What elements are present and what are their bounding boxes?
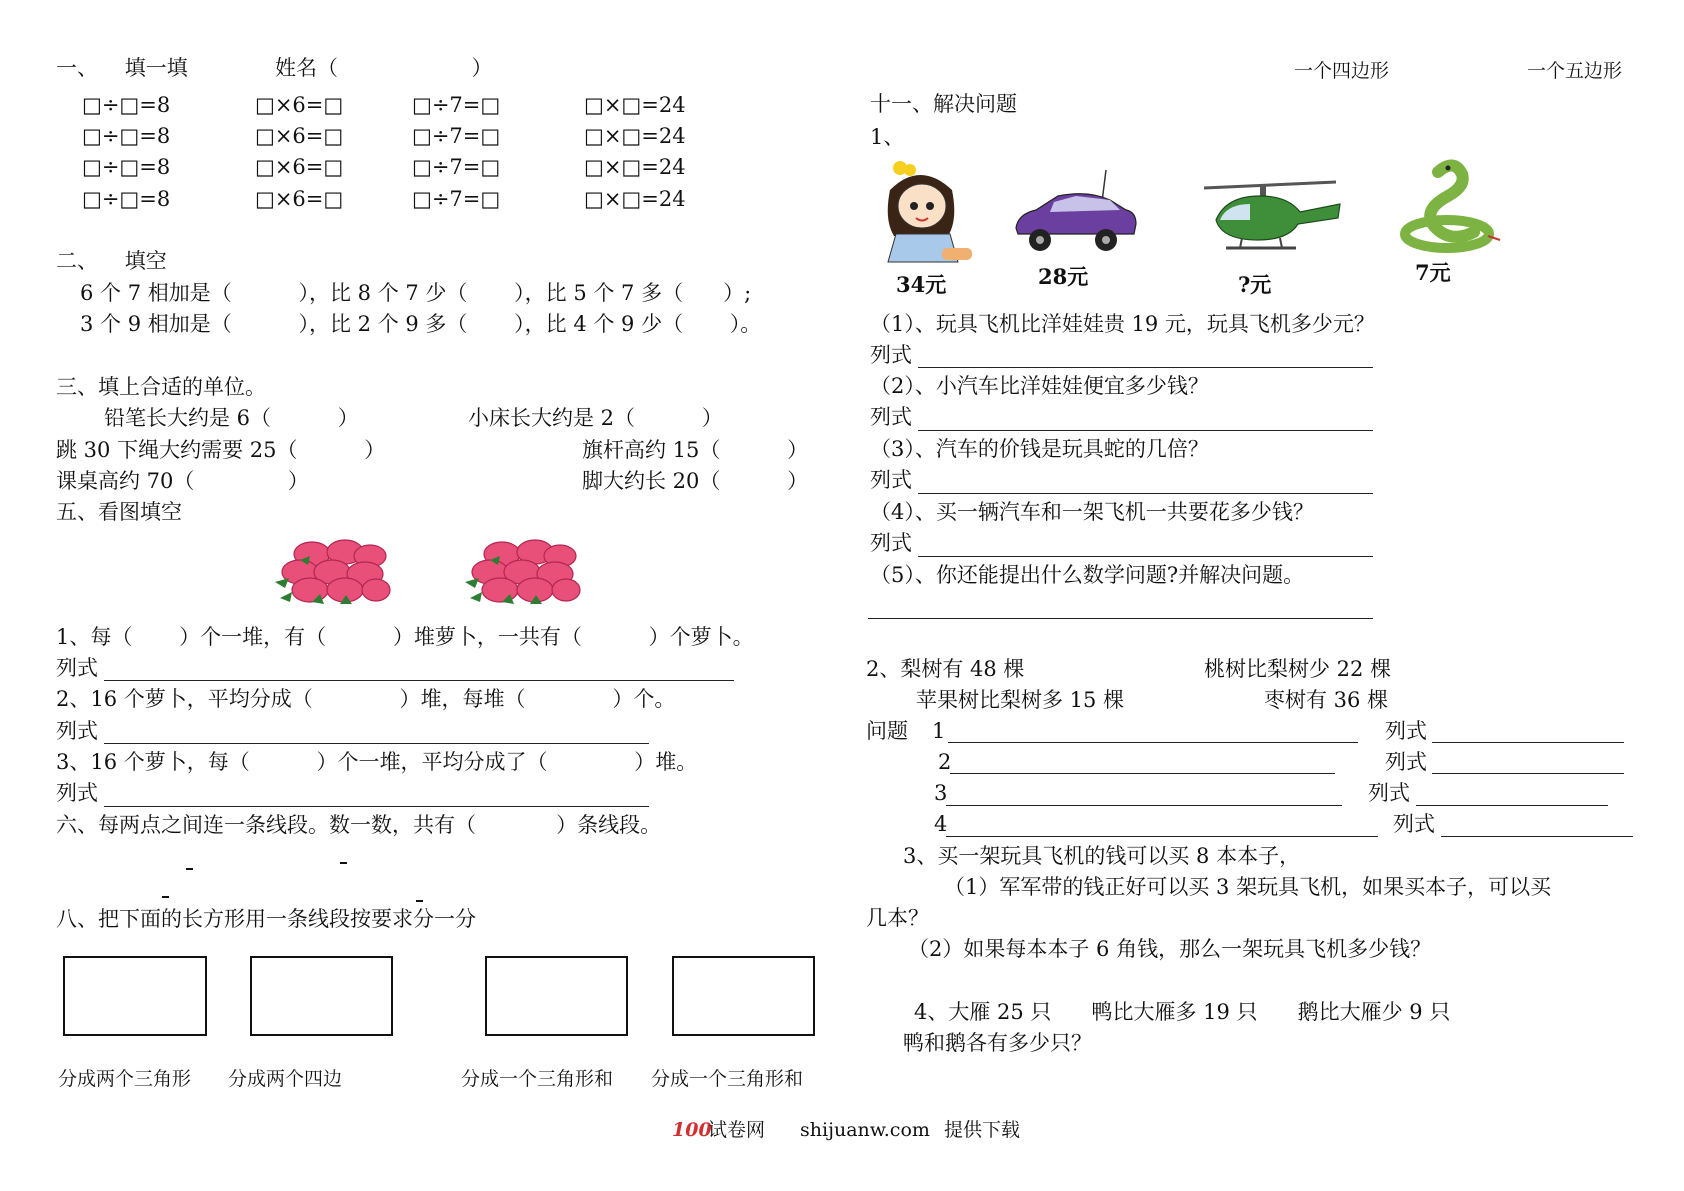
rect-label: 分成两个四边 [228, 1068, 343, 1090]
eq-cell: □×6=□ [255, 155, 344, 179]
lishi-label: 列式 [1393, 812, 1435, 836]
lishi-label: 列式 [56, 656, 98, 680]
question-line[interactable] [950, 773, 1335, 774]
lishi-label: 列式 [1368, 781, 1410, 805]
section-3-heading: 三、填上合适的单位。 [56, 375, 266, 399]
question-2: （2）、小汽车比洋娃娃便宜多少钱？ [870, 374, 1209, 398]
price-label: 28元 [1038, 264, 1089, 289]
eq-cell: □×□=24 [584, 187, 686, 211]
fill-line-1: 6 个 7 相加是（ ），比 8 个 7 少（ ），比 5 个 7 多（ ）; [80, 281, 752, 305]
eq-cell: □÷7=□ [412, 155, 501, 179]
section-11-heading: 十一、解决问题 [870, 92, 1017, 116]
point-mark [186, 868, 193, 870]
price-label: ?元 [1238, 272, 1272, 297]
answer-line[interactable] [104, 806, 649, 807]
radish-question-3: 3、16 个萝卜，每（ ）个一堆，平均分成了（ ）堆。 [56, 750, 698, 774]
eq-cell: □÷7=□ [412, 187, 501, 211]
eq-cell: □÷7=□ [412, 124, 501, 148]
unit-item: 旗杆高约 15（ ） [582, 438, 809, 462]
unit-item: 小床长大约是 2（ ） [468, 406, 723, 430]
radish-pile-image [270, 532, 395, 608]
eq-cell: □×6=□ [255, 187, 344, 211]
question-5: （5）、你还能提出什么数学问题?并解决问题。 [870, 563, 1305, 587]
problem-3-d: （2）如果每本本子 6 角钱，那么一架玩具飞机多少钱？ [908, 937, 1432, 961]
lishi-label: 列式 [870, 531, 912, 555]
price-label: 34元 [896, 272, 947, 297]
eq-cell: □÷7=□ [412, 93, 501, 117]
answer-line[interactable] [918, 493, 1373, 494]
eq-cell: □×□=24 [584, 155, 686, 179]
download-note: 提供下载 [944, 1119, 1021, 1141]
question-line[interactable] [946, 836, 1378, 837]
name-field[interactable]: 姓名（ ） [275, 56, 493, 80]
question-line[interactable] [948, 742, 1358, 743]
tree-fact: 桃树比梨树少 22 棵 [1204, 657, 1392, 681]
answer-line[interactable] [1432, 773, 1624, 774]
problem-3-c: 几本？ [866, 906, 929, 930]
snake-image [1392, 158, 1502, 258]
section-2-heading: 二、 填空 [56, 249, 167, 273]
wenti-number: 1 [932, 719, 946, 743]
problem-3-b: （1）军军带的钱正好可以买 3 架玩具飞机，如果买本子，可以买 [944, 875, 1552, 899]
question-1: （1）、玩具飞机比洋娃娃贵 19 元，玩具飞机多少元？ [870, 312, 1375, 336]
problem-3-a: 3、买一架玩具飞机的钱可以买 8 本本子， [903, 844, 1301, 868]
rectangle-2[interactable] [250, 956, 393, 1036]
rect-label-cont: 一个五边形 [1527, 60, 1623, 82]
eq-cell: □÷□=8 [82, 124, 171, 148]
wenti-number: 3 [934, 781, 948, 805]
fill-line-2: 3 个 9 相加是（ ），比 2 个 9 多（ ），比 4 个 9 少（ ）。 [80, 312, 762, 336]
lishi-label: 列式 [870, 468, 912, 492]
unit-item: 脚大约长 20（ ） [582, 469, 809, 493]
problem-4-a: 4、大雁 25 只 鸭比大雁多 19 只 鹅比大雁少 9 只 [914, 1000, 1451, 1024]
question-4: （4）、买一辆汽车和一架飞机一共要花多少钱？ [870, 500, 1314, 524]
problem-1-number: 1、 [870, 125, 905, 149]
unit-item: 铅笔长大约是 6（ ） [104, 406, 359, 430]
problem-4-b: 鸭和鹅各有多少只？ [903, 1031, 1092, 1055]
eq-cell: □×6=□ [255, 93, 344, 117]
car-image [1010, 168, 1138, 258]
site-url[interactable]: shijuanw.com [800, 1119, 930, 1141]
answer-line[interactable] [1416, 805, 1608, 806]
wenti-number: 4 [934, 812, 948, 836]
rect-label: 分成两个三角形 [58, 1068, 192, 1090]
point-mark [340, 862, 347, 864]
answer-line[interactable] [868, 618, 1373, 619]
rect-label: 分成一个三角形和 [461, 1068, 614, 1090]
radish-question-1: 1、每（ ）个一堆，有（ ）堆萝卜，一共有（ ）个萝卜。 [56, 625, 754, 649]
eq-cell: □÷□=8 [82, 155, 171, 179]
section-6-text: 六、每两点之间连一条线段。数一数，共有（ ）条线段。 [56, 813, 662, 837]
wenti-number: 2 [938, 750, 952, 774]
unit-item: 课桌高约 70（ ） [56, 469, 309, 493]
point-mark [162, 896, 169, 898]
site-name: 试卷网 [708, 1119, 766, 1141]
doll-image [872, 160, 980, 270]
eq-cell: □×□=24 [584, 93, 686, 117]
section-8-heading: 八、把下面的长方形用一条线段按要求分一分 [56, 907, 476, 931]
lishi-label: 列式 [870, 405, 912, 429]
radish-pile-image [460, 532, 585, 608]
answer-line[interactable] [918, 556, 1373, 557]
lishi-label: 列式 [56, 781, 98, 805]
section-5-heading: 五、看图填空 [56, 500, 182, 524]
radish-question-2: 2、16 个萝卜，平均分成（ ）堆，每堆（ ）个。 [56, 687, 676, 711]
point-mark [416, 900, 423, 902]
eq-cell: □×6=□ [255, 124, 344, 148]
tree-fact: 苹果树比梨树多 15 棵 [916, 688, 1125, 712]
rectangle-4[interactable] [672, 956, 815, 1036]
rectangle-1[interactable] [63, 956, 207, 1036]
answer-line[interactable] [918, 430, 1373, 431]
question-3: （3）、汽车的价钱是玩具蛇的几倍？ [870, 437, 1209, 461]
eq-cell: □÷□=8 [82, 93, 171, 117]
lishi-label: 列式 [1385, 750, 1427, 774]
unit-item: 跳 30 下绳大约需要 25（ ） [56, 438, 386, 462]
tree-fact: 枣树有 36 棵 [1264, 688, 1389, 712]
answer-line[interactable] [918, 367, 1373, 368]
lishi-label: 列式 [1385, 719, 1427, 743]
helicopter-image [1196, 176, 1346, 264]
answer-line[interactable] [1432, 742, 1624, 743]
tree-fact: 2、梨树有 48 棵 [866, 657, 1025, 681]
answer-line[interactable] [1441, 836, 1633, 837]
rect-label: 分成一个三角形和 [651, 1068, 804, 1090]
answer-line[interactable] [104, 743, 649, 744]
eq-cell: □×□=24 [584, 124, 686, 148]
rect-label-cont: 一个四边形 [1294, 60, 1390, 82]
section-1-heading: 一、 填一填 [56, 56, 188, 80]
price-label: 7元 [1415, 260, 1451, 285]
rectangle-3[interactable] [485, 956, 628, 1036]
answer-line[interactable] [104, 680, 734, 681]
question-line[interactable] [946, 805, 1342, 806]
lishi-label: 列式 [56, 719, 98, 743]
site-logo: 100 [672, 1119, 712, 1141]
eq-cell: □÷□=8 [82, 187, 171, 211]
wenti-label: 问题 [866, 719, 908, 743]
lishi-label: 列式 [870, 343, 912, 367]
